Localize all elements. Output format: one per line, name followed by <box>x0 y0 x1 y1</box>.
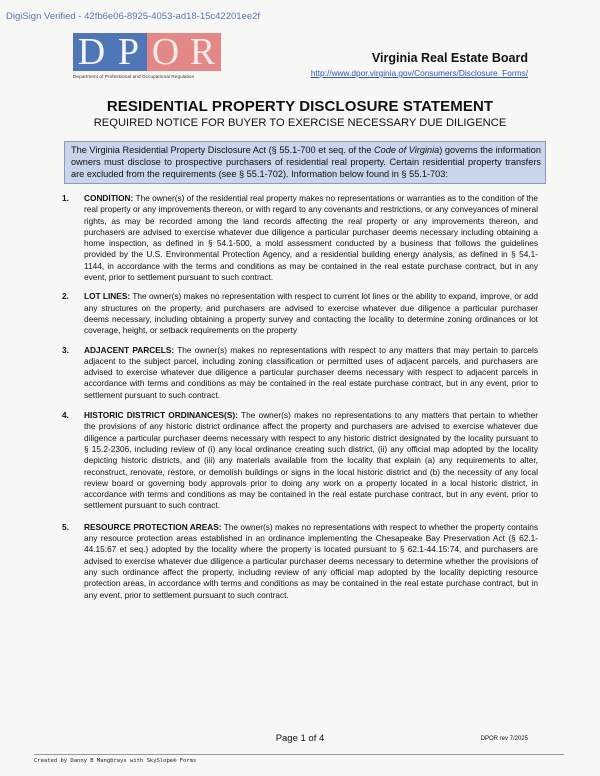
section-heading: RESOURCE PROTECTION AREAS: <box>84 521 222 532</box>
revision-label: DPOR rev 7/2025 <box>480 736 528 742</box>
section-resource-protection <box>62 522 538 601</box>
board-name: Virginia Real Estate Board <box>371 51 528 65</box>
section-text: The owner(s) makes no representations with respect to any matters that may pertain to parcels adjacent to the subject parcel, including zoning classification or permitted uses of adjacent parcels, and purchasers are advised to exercise whatever due diligence a particular purchaser deems necessary with respect to adjacent parcels in accordance with terms and conditions as may be contained in the real estate purchase contract, but in any event, prior to settlement pursuant to such contract. <box>84 344 538 400</box>
section-text: The owner(s) makes no representations to any matters that pertain to whether the provisions of any historic district ordinance affect the property and purchasers are advised to exercise whatever due diligence a particular purchaser deems necessary with respect to any historic district designated by the locality pursuant to § 15.2-2306, including review of (i) any local ordinance creating such district, (ii) any official map adopted by the locality depicting historic districts, and (iii) any materials available from the locality that explain (a) any requirements to alter, reconstruct, renovate, restore, or demolish buildings or signs in the local historic district and (b) the necessity of any local review board or governing body approvals prior to doing any work on a property located in a local historic district, in accordance with terms and conditions as may be contained in the real estate purchase contract, but in any event, prior to settlement pursuant to such contract. <box>84 410 538 511</box>
section-heading: LOT LINES: <box>84 291 131 302</box>
section-lot-lines <box>62 291 538 336</box>
section-heading: HISTORIC DISTRICT ORDINANCES(S): <box>84 410 238 421</box>
section-condition <box>62 193 538 283</box>
section-number: 1. <box>62 193 69 203</box>
section-adjacent-parcels <box>62 345 538 401</box>
logo-letter-o: O <box>147 33 184 71</box>
section-heading: ADJACENT PARCELS: <box>84 344 175 355</box>
intro-text-part1: The Virginia Residential Property Disclosure Act (§ 55.1-700 et seq. of the <box>71 145 375 155</box>
section-text: The owner(s) makes no representation with respect to current lot lines or the ability to expand, improve, or add any structures on the property, and purchasers are advised to exercise whatever due diligence a particular purchaser deems necessary, including obtaining a property survey and contacting the locality to determine zoning ordinances or lot coverage, height, or setback requirements on the property <box>84 291 539 336</box>
document-title: RESIDENTIAL PROPERTY DISCLOSURE STATEMENT <box>106 98 494 115</box>
section-number: 3. <box>62 344 69 355</box>
dpor-logo-letters <box>73 33 221 71</box>
digisign-verification: DigiSign Verified - 42fb6e06-8925-4053-ad18-15c42201ee2f <box>6 11 261 22</box>
logo-subtitle: Department of Professional and Occupational Regulation <box>73 74 195 79</box>
created-by-note: Created by Danny B Mangbrays with SkySlope® Forms <box>34 758 197 764</box>
intro-code-citation: Code of Virginia <box>374 145 440 155</box>
intro-text-part2: ) governs the information owners must disclose to prospective purchasers of residential real property. Certain residential property transfers are excluded from the requirements (see § 55.1-702). Information below found in § 55.1-703: <box>71 145 541 179</box>
section-text: The owner(s) makes no representations with respect to whether the property contains any resource protection areas established in an ordinance implementing the Chesapeake Bay Preservation Act (§ 62.1-44.15:67 et seq.) adopted by the locality where the property is located pursuant to § 62.1-44.15:74, and purchasers are advised to exercise whatever due diligence a particular purchaser deems necessary to determine whether the provisions of any such ordinance affect the property, including review of any official map adopted by the locality depicting resource protection areas, in accordance with terms and conditions as may be contained in the real estate purchase contract, but in any event, prior to settlement pursuant to such contract. <box>84 521 538 600</box>
intro-notice-box <box>64 141 546 184</box>
board-url-link[interactable]: http://www.dpor.virginia.gov/Consumers/Disclosure_Forms/ <box>310 68 528 78</box>
logo-letter-p: P <box>110 33 147 71</box>
disclosure-sections <box>62 193 538 601</box>
logo-letter-r: R <box>184 33 221 71</box>
dpor-logo <box>73 33 221 83</box>
section-number: 5. <box>62 521 69 532</box>
section-text: The owner(s) of the residential real property makes no representations or warranties as to the condition of the real property or any improvements thereon, or with regard to any covenants and restrictions, or any conveyances of mineral rights, as may be recorded among the land records affecting the real property or any improvements thereon, and purchasers are advised to exercise whatever due diligence a particular purchaser deems necessary including obtaining a home inspection, as defined in § 54.1-500, a mold assessment conducted by a business that follows the guidelines provided by the U.S. Environmental Protection Agency, and a residential building energy analysis, as defined in § 54.1-1144, in accordance with the terms and conditions as may be contained in the real estate purchase contract, but in any event, prior to settlement pursuant to such contract. <box>84 193 538 283</box>
section-heading: CONDITION: <box>84 193 134 203</box>
page-number: Page 1 of 4 <box>275 733 325 744</box>
section-number: 4. <box>62 410 69 421</box>
document-subtitle: REQUIRED NOTICE FOR BUYER TO EXERCISE NECESSARY DUE DILIGENCE <box>93 117 507 129</box>
logo-letter-d: D <box>73 33 110 71</box>
section-number: 2. <box>62 291 69 302</box>
section-historic-district <box>62 410 538 512</box>
footer-divider <box>34 754 564 755</box>
